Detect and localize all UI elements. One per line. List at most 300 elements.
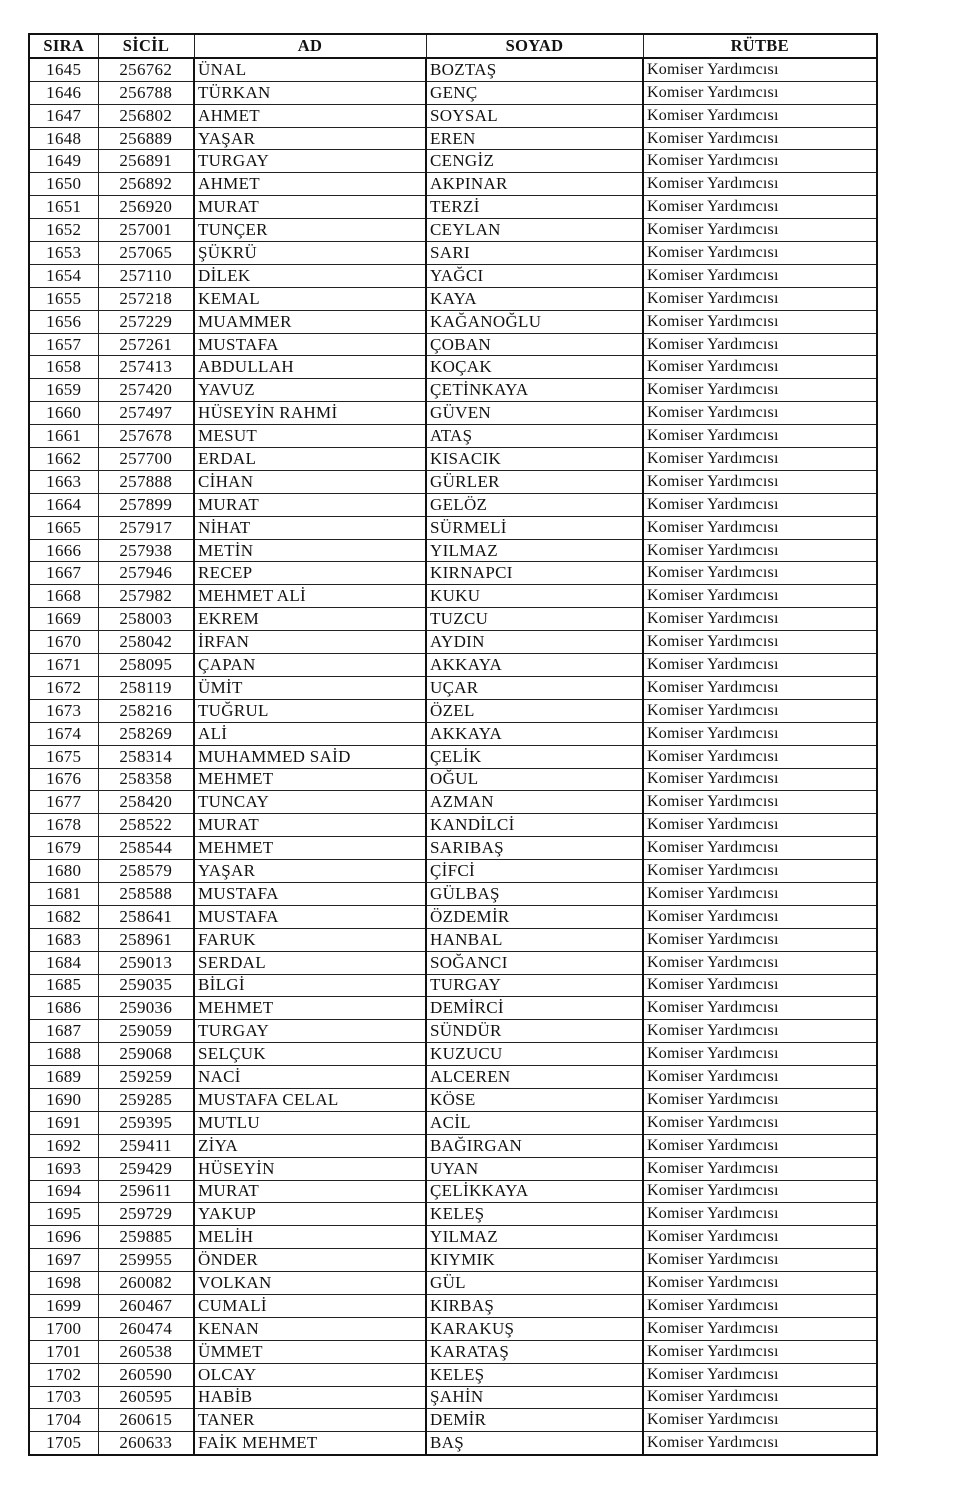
table-row: [29, 1340, 877, 1363]
cell-sicil: 258314: [98, 745, 194, 768]
table-row: [29, 1226, 877, 1249]
cell-soyad: UYAN: [426, 1157, 643, 1180]
table-row: [29, 1249, 877, 1272]
cell-soyad: KOÇAK: [426, 356, 643, 379]
cell-soyad: GÜVEN: [426, 402, 643, 425]
cell-sicil: 258544: [98, 837, 194, 860]
cell-sira: 1646: [29, 81, 98, 104]
cell-sicil: 257888: [98, 470, 194, 493]
cell-rutbe: Komiser Yardımcısı: [643, 768, 877, 791]
cell-sira: 1651: [29, 196, 98, 219]
cell-sicil: 260474: [98, 1317, 194, 1340]
cell-rutbe: Komiser Yardımcısı: [643, 1317, 877, 1340]
cell-rutbe: Komiser Yardımcısı: [643, 1043, 877, 1066]
cell-soyad: AKPINAR: [426, 173, 643, 196]
cell-sira: 1670: [29, 631, 98, 654]
cell-sira: 1684: [29, 951, 98, 974]
header-sira: SIRA: [29, 34, 98, 58]
cell-sira: 1680: [29, 860, 98, 883]
cell-ad: TURGAY: [194, 1020, 426, 1043]
cell-sira: 1666: [29, 539, 98, 562]
cell-sira: 1655: [29, 287, 98, 310]
cell-sira: 1695: [29, 1203, 98, 1226]
cell-rutbe: Komiser Yardımcısı: [643, 951, 877, 974]
table-row: [29, 722, 877, 745]
table-row: [29, 425, 877, 448]
cell-rutbe: Komiser Yardımcısı: [643, 287, 877, 310]
table-row: [29, 1088, 877, 1111]
table-row: [29, 219, 877, 242]
cell-sicil: 256762: [98, 58, 194, 81]
cell-ad: RECEP: [194, 562, 426, 585]
cell-soyad: KARAKUŞ: [426, 1317, 643, 1340]
cell-soyad: ÇELİKKAYA: [426, 1180, 643, 1203]
cell-sicil: 258961: [98, 928, 194, 951]
header-rutbe: RÜTBE: [643, 34, 877, 58]
table-row: [29, 951, 877, 974]
cell-sira: 1669: [29, 608, 98, 631]
cell-sira: 1660: [29, 402, 98, 425]
cell-sicil: 260633: [98, 1432, 194, 1455]
cell-soyad: UÇAR: [426, 676, 643, 699]
cell-sicil: 257700: [98, 448, 194, 471]
cell-sicil: 257938: [98, 539, 194, 562]
table-row: [29, 585, 877, 608]
cell-rutbe: Komiser Yardımcısı: [643, 1180, 877, 1203]
cell-ad: FARUK: [194, 928, 426, 951]
cell-rutbe: Komiser Yardımcısı: [643, 104, 877, 127]
cell-sira: 1661: [29, 425, 98, 448]
cell-sicil: 257261: [98, 333, 194, 356]
cell-ad: CİHAN: [194, 470, 426, 493]
cell-sicil: 257229: [98, 310, 194, 333]
cell-rutbe: Komiser Yardımcısı: [643, 882, 877, 905]
cell-rutbe: Komiser Yardımcısı: [643, 173, 877, 196]
cell-sira: 1689: [29, 1066, 98, 1089]
cell-sira: 1656: [29, 310, 98, 333]
cell-sicil: 257678: [98, 425, 194, 448]
cell-ad: HÜSEYİN: [194, 1157, 426, 1180]
cell-soyad: HANBAL: [426, 928, 643, 951]
table-row: [29, 242, 877, 265]
cell-rutbe: Komiser Yardımcısı: [643, 585, 877, 608]
cell-rutbe: Komiser Yardımcısı: [643, 242, 877, 265]
cell-soyad: KARATAŞ: [426, 1340, 643, 1363]
table-row: [29, 493, 877, 516]
cell-ad: MESUT: [194, 425, 426, 448]
cell-sicil: 260590: [98, 1363, 194, 1386]
table-row: [29, 196, 877, 219]
cell-rutbe: Komiser Yardımcısı: [643, 1294, 877, 1317]
cell-soyad: GELÖZ: [426, 493, 643, 516]
cell-soyad: KUKU: [426, 585, 643, 608]
cell-sira: 1671: [29, 654, 98, 677]
header-soyad: SOYAD: [426, 34, 643, 58]
cell-rutbe: Komiser Yardımcısı: [643, 997, 877, 1020]
cell-soyad: KÖSE: [426, 1088, 643, 1111]
cell-ad: ALİ: [194, 722, 426, 745]
cell-sira: 1687: [29, 1020, 98, 1043]
cell-sicil: 258420: [98, 791, 194, 814]
cell-soyad: SOYSAL: [426, 104, 643, 127]
cell-rutbe: Komiser Yardımcısı: [643, 1203, 877, 1226]
cell-soyad: ACİL: [426, 1111, 643, 1134]
cell-sira: 1693: [29, 1157, 98, 1180]
table-row: [29, 1157, 877, 1180]
cell-ad: AHMET: [194, 173, 426, 196]
cell-sicil: 257899: [98, 493, 194, 516]
table-row: [29, 1180, 877, 1203]
cell-sira: 1657: [29, 333, 98, 356]
cell-rutbe: Komiser Yardımcısı: [643, 127, 877, 150]
cell-ad: NİHAT: [194, 516, 426, 539]
cell-ad: MURAT: [194, 814, 426, 837]
cell-sira: 1659: [29, 379, 98, 402]
cell-sicil: 260615: [98, 1409, 194, 1432]
table-row: [29, 1272, 877, 1295]
cell-sicil: 259059: [98, 1020, 194, 1043]
table-header: [29, 34, 877, 58]
table-row: [29, 905, 877, 928]
cell-rutbe: Komiser Yardımcısı: [643, 631, 877, 654]
cell-soyad: AZMAN: [426, 791, 643, 814]
cell-sicil: 256891: [98, 150, 194, 173]
cell-ad: DİLEK: [194, 264, 426, 287]
cell-soyad: ÖZEL: [426, 699, 643, 722]
table-row: [29, 58, 877, 81]
cell-ad: MUSTAFA: [194, 333, 426, 356]
table-row: [29, 791, 877, 814]
cell-ad: AHMET: [194, 104, 426, 127]
cell-ad: TANER: [194, 1409, 426, 1432]
cell-ad: MURAT: [194, 1180, 426, 1203]
table-row: [29, 470, 877, 493]
cell-rutbe: Komiser Yardımcısı: [643, 1111, 877, 1134]
cell-sicil: 256920: [98, 196, 194, 219]
cell-sicil: 259035: [98, 974, 194, 997]
cell-sicil: 259611: [98, 1180, 194, 1203]
cell-soyad: SÜNDÜR: [426, 1020, 643, 1043]
cell-soyad: CENGİZ: [426, 150, 643, 173]
cell-ad: MEHMET: [194, 768, 426, 791]
cell-sicil: 260467: [98, 1294, 194, 1317]
cell-sira: 1674: [29, 722, 98, 745]
cell-sira: 1678: [29, 814, 98, 837]
cell-sicil: 259013: [98, 951, 194, 974]
cell-sira: 1694: [29, 1180, 98, 1203]
cell-sicil: 256788: [98, 81, 194, 104]
cell-soyad: ÇETİNKAYA: [426, 379, 643, 402]
cell-soyad: TURGAY: [426, 974, 643, 997]
table-row: [29, 654, 877, 677]
cell-ad: VOLKAN: [194, 1272, 426, 1295]
cell-rutbe: Komiser Yardımcısı: [643, 310, 877, 333]
table-row: [29, 1043, 877, 1066]
cell-ad: SELÇUK: [194, 1043, 426, 1066]
cell-sira: 1663: [29, 470, 98, 493]
cell-sicil: 257218: [98, 287, 194, 310]
cell-sicil: 259729: [98, 1203, 194, 1226]
cell-ad: HABİB: [194, 1386, 426, 1409]
header-ad: AD: [194, 34, 426, 58]
cell-sira: 1647: [29, 104, 98, 127]
cell-soyad: GÜL: [426, 1272, 643, 1295]
cell-sicil: 259068: [98, 1043, 194, 1066]
cell-sira: 1701: [29, 1340, 98, 1363]
cell-soyad: AKKAYA: [426, 654, 643, 677]
cell-sicil: 259259: [98, 1066, 194, 1089]
table-row: [29, 1432, 877, 1455]
cell-sira: 1681: [29, 882, 98, 905]
table-row: [29, 837, 877, 860]
cell-rutbe: Komiser Yardımcısı: [643, 699, 877, 722]
cell-ad: ZİYA: [194, 1134, 426, 1157]
cell-soyad: ŞAHİN: [426, 1386, 643, 1409]
cell-rutbe: Komiser Yardımcısı: [643, 219, 877, 242]
cell-sira: 1649: [29, 150, 98, 173]
cell-sicil: 260082: [98, 1272, 194, 1295]
cell-soyad: TERZİ: [426, 196, 643, 219]
cell-sicil: 258119: [98, 676, 194, 699]
cell-sira: 1648: [29, 127, 98, 150]
personnel-table: [28, 33, 878, 1456]
cell-sicil: 258522: [98, 814, 194, 837]
table-row: [29, 264, 877, 287]
cell-ad: MUHAMMED SAİD: [194, 745, 426, 768]
table-row: [29, 448, 877, 471]
cell-sira: 1697: [29, 1249, 98, 1272]
cell-sicil: 257982: [98, 585, 194, 608]
cell-sicil: 259285: [98, 1088, 194, 1111]
cell-rutbe: Komiser Yardımcısı: [643, 860, 877, 883]
cell-soyad: YAĞCI: [426, 264, 643, 287]
cell-sira: 1650: [29, 173, 98, 196]
cell-rutbe: Komiser Yardımcısı: [643, 928, 877, 951]
cell-sicil: 259885: [98, 1226, 194, 1249]
cell-sira: 1673: [29, 699, 98, 722]
cell-sira: 1704: [29, 1409, 98, 1432]
table-row: [29, 768, 877, 791]
cell-ad: ÖNDER: [194, 1249, 426, 1272]
table-row: [29, 676, 877, 699]
cell-soyad: KAĞANOĞLU: [426, 310, 643, 333]
cell-soyad: ALCEREN: [426, 1066, 643, 1089]
cell-rutbe: Komiser Yardımcısı: [643, 1249, 877, 1272]
table-row: [29, 882, 877, 905]
cell-sira: 1667: [29, 562, 98, 585]
cell-soyad: OĞUL: [426, 768, 643, 791]
table-row: [29, 974, 877, 997]
cell-soyad: AYDIN: [426, 631, 643, 654]
cell-sira: 1672: [29, 676, 98, 699]
cell-ad: TUĞRUL: [194, 699, 426, 722]
cell-sicil: 257497: [98, 402, 194, 425]
table-row: [29, 127, 877, 150]
cell-soyad: SÜRMELİ: [426, 516, 643, 539]
cell-soyad: BAĞIRGAN: [426, 1134, 643, 1157]
cell-sicil: 256892: [98, 173, 194, 196]
cell-rutbe: Komiser Yardımcısı: [643, 1157, 877, 1180]
table-row: [29, 150, 877, 173]
cell-ad: ŞÜKRÜ: [194, 242, 426, 265]
table-row: [29, 104, 877, 127]
cell-rutbe: Komiser Yardımcısı: [643, 837, 877, 860]
table-row: [29, 631, 877, 654]
cell-sira: 1688: [29, 1043, 98, 1066]
cell-ad: MEHMET: [194, 997, 426, 1020]
cell-sira: 1668: [29, 585, 98, 608]
cell-sicil: 258588: [98, 882, 194, 905]
cell-rutbe: Komiser Yardımcısı: [643, 676, 877, 699]
cell-sira: 1664: [29, 493, 98, 516]
table-row: [29, 310, 877, 333]
cell-ad: MUTLU: [194, 1111, 426, 1134]
cell-rutbe: Komiser Yardımcısı: [643, 196, 877, 219]
cell-sicil: 256802: [98, 104, 194, 127]
cell-soyad: DEMİR: [426, 1409, 643, 1432]
cell-rutbe: Komiser Yardımcısı: [643, 539, 877, 562]
cell-ad: BİLGİ: [194, 974, 426, 997]
table-row: [29, 402, 877, 425]
cell-rutbe: Komiser Yardımcısı: [643, 745, 877, 768]
cell-rutbe: Komiser Yardımcısı: [643, 516, 877, 539]
cell-ad: TURGAY: [194, 150, 426, 173]
table-row: [29, 379, 877, 402]
cell-rutbe: Komiser Yardımcısı: [643, 1432, 877, 1455]
cell-sira: 1658: [29, 356, 98, 379]
cell-rutbe: Komiser Yardımcısı: [643, 562, 877, 585]
header-sicil: SİCİL: [98, 34, 194, 58]
cell-rutbe: Komiser Yardımcısı: [643, 791, 877, 814]
cell-sira: 1652: [29, 219, 98, 242]
cell-ad: YAVUZ: [194, 379, 426, 402]
cell-soyad: TUZCU: [426, 608, 643, 631]
cell-ad: ÇAPAN: [194, 654, 426, 677]
cell-soyad: KELEŞ: [426, 1363, 643, 1386]
cell-rutbe: Komiser Yardımcısı: [643, 81, 877, 104]
cell-rutbe: Komiser Yardımcısı: [643, 654, 877, 677]
cell-ad: ERDAL: [194, 448, 426, 471]
cell-sira: 1692: [29, 1134, 98, 1157]
cell-sicil: 260595: [98, 1386, 194, 1409]
cell-soyad: ATAŞ: [426, 425, 643, 448]
cell-rutbe: Komiser Yardımcısı: [643, 1386, 877, 1409]
cell-ad: YAKUP: [194, 1203, 426, 1226]
cell-soyad: DEMİRCİ: [426, 997, 643, 1020]
cell-sicil: 258641: [98, 905, 194, 928]
cell-rutbe: Komiser Yardımcısı: [643, 402, 877, 425]
cell-sira: 1690: [29, 1088, 98, 1111]
cell-sira: 1682: [29, 905, 98, 928]
cell-rutbe: Komiser Yardımcısı: [643, 493, 877, 516]
table-row: [29, 1203, 877, 1226]
cell-sira: 1662: [29, 448, 98, 471]
table-row: [29, 1317, 877, 1340]
cell-soyad: KUZUCU: [426, 1043, 643, 1066]
cell-ad: YAŞAR: [194, 127, 426, 150]
cell-sicil: 259411: [98, 1134, 194, 1157]
table-row: [29, 1020, 877, 1043]
cell-sicil: 257946: [98, 562, 194, 585]
cell-ad: YAŞAR: [194, 860, 426, 883]
cell-sicil: 258042: [98, 631, 194, 654]
cell-soyad: ÇELİK: [426, 745, 643, 768]
cell-sira: 1685: [29, 974, 98, 997]
cell-sira: 1676: [29, 768, 98, 791]
cell-rutbe: Komiser Yardımcısı: [643, 974, 877, 997]
cell-soyad: KIYMIK: [426, 1249, 643, 1272]
cell-soyad: KISACIK: [426, 448, 643, 471]
cell-sira: 1703: [29, 1386, 98, 1409]
cell-soyad: SARIBAŞ: [426, 837, 643, 860]
cell-sira: 1700: [29, 1317, 98, 1340]
table-row: [29, 699, 877, 722]
cell-soyad: ÇOBAN: [426, 333, 643, 356]
cell-sicil: 258003: [98, 608, 194, 631]
cell-sira: 1654: [29, 264, 98, 287]
cell-ad: MURAT: [194, 493, 426, 516]
cell-sira: 1698: [29, 1272, 98, 1295]
cell-ad: KEMAL: [194, 287, 426, 310]
cell-rutbe: Komiser Yardımcısı: [643, 333, 877, 356]
cell-sicil: 258358: [98, 768, 194, 791]
cell-ad: TUNCAY: [194, 791, 426, 814]
cell-sicil: 257065: [98, 242, 194, 265]
cell-soyad: SARI: [426, 242, 643, 265]
cell-rutbe: Komiser Yardımcısı: [643, 1134, 877, 1157]
table-row: [29, 562, 877, 585]
cell-rutbe: Komiser Yardımcısı: [643, 1409, 877, 1432]
cell-rutbe: Komiser Yardımcısı: [643, 1340, 877, 1363]
cell-sicil: 260538: [98, 1340, 194, 1363]
cell-ad: NACİ: [194, 1066, 426, 1089]
table-row: [29, 1111, 877, 1134]
cell-ad: MUSTAFA CELAL: [194, 1088, 426, 1111]
cell-rutbe: Komiser Yardımcısı: [643, 608, 877, 631]
cell-soyad: GÜLBAŞ: [426, 882, 643, 905]
cell-ad: CUMALİ: [194, 1294, 426, 1317]
cell-ad: MURAT: [194, 196, 426, 219]
table-row: [29, 814, 877, 837]
cell-sira: 1696: [29, 1226, 98, 1249]
cell-rutbe: Komiser Yardımcısı: [643, 1020, 877, 1043]
cell-ad: ÜMMET: [194, 1340, 426, 1363]
cell-ad: OLCAY: [194, 1363, 426, 1386]
cell-sicil: 258095: [98, 654, 194, 677]
cell-sicil: 259429: [98, 1157, 194, 1180]
cell-ad: KENAN: [194, 1317, 426, 1340]
cell-ad: TUNÇER: [194, 219, 426, 242]
cell-soyad: EREN: [426, 127, 643, 150]
cell-ad: ÜNAL: [194, 58, 426, 81]
cell-rutbe: Komiser Yardımcısı: [643, 1088, 877, 1111]
cell-soyad: KIRNAPCI: [426, 562, 643, 585]
cell-rutbe: Komiser Yardımcısı: [643, 58, 877, 81]
cell-rutbe: Komiser Yardımcısı: [643, 425, 877, 448]
table-row: [29, 173, 877, 196]
cell-soyad: GENÇ: [426, 81, 643, 104]
cell-soyad: GÜRLER: [426, 470, 643, 493]
table-row: [29, 539, 877, 562]
table-row: [29, 1134, 877, 1157]
cell-sicil: 257917: [98, 516, 194, 539]
cell-ad: METİN: [194, 539, 426, 562]
cell-sira: 1691: [29, 1111, 98, 1134]
cell-sicil: 259036: [98, 997, 194, 1020]
cell-sira: 1677: [29, 791, 98, 814]
cell-ad: TÜRKAN: [194, 81, 426, 104]
cell-soyad: AKKAYA: [426, 722, 643, 745]
